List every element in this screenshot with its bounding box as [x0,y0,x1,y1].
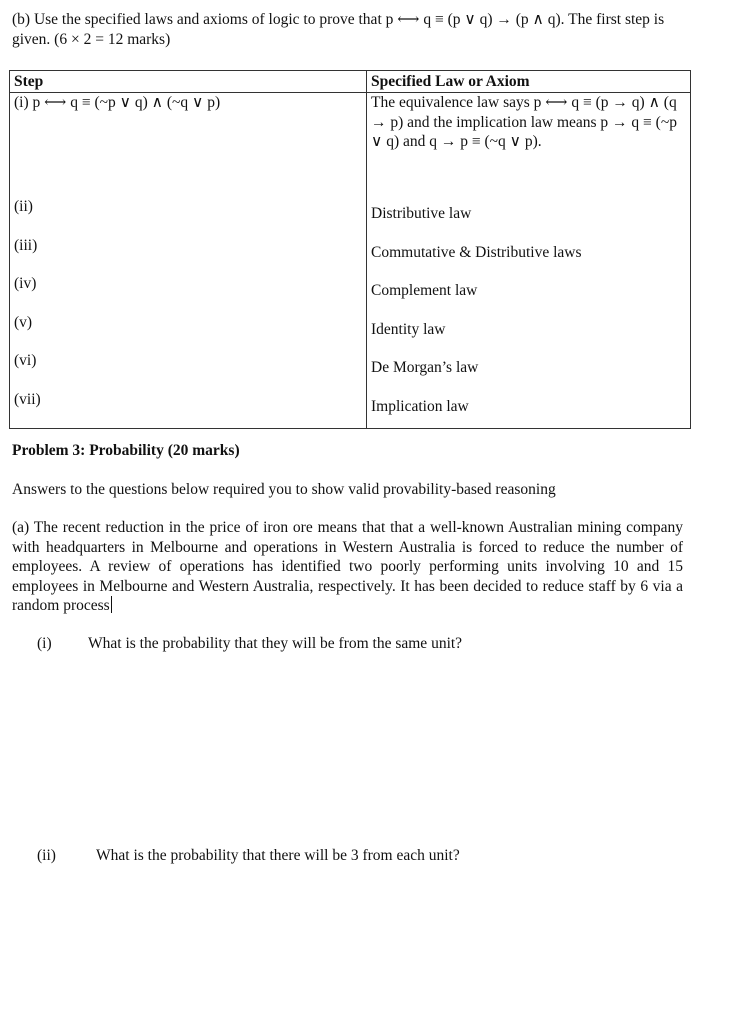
question-ii-text: What is the probability that there will be 3 from each unit? [96,847,460,864]
part-b-intro: (b) Use the specified laws and axioms of logic to prove that p ⟷ q ≡ (p ∨ q) → (p ∧ q). The first step is given. (6 × 2 = 12 marks) [12,11,665,48]
part-a-body: (a) The recent reduction in the price of iron ore means that that a well-known Australian mining company with headquarters in Melbourne and operations in Western Australia is forced to reduce the number of employees. A review of operations has identified two poorly performing units involving 10 and 15 employees in Melbourne and Western Australia, respectively. It has been decided to reduce staff by 6 via a random process [12,519,683,614]
table-row [10,351,691,390]
law-column-header: Specified Law or Axiom [367,71,691,93]
problem3-instructions: Answers to the questions below required you to show valid provability-based reasoning [12,481,556,498]
law-cell: The equivalence law says p ⟷ q ≡ (p → q) ∧ (q → p) and the implication law means p → q ≡ (~p ∨ q) and q → p ≡ (~q ∨ p). [367,93,691,198]
step-cell: (vi) [14,352,37,369]
table-row [10,93,691,198]
question-ii-label: (ii) [37,847,56,864]
table-row [10,274,691,313]
step-cell: (iv) [14,275,37,292]
step-cell: (vii) [14,390,41,408]
question-i-text: What is the probability that they will be from the same unit? [88,635,463,652]
step-column-header: Step [10,71,367,93]
text-caret [111,596,112,613]
table-header-row [10,71,691,93]
law-cell: De Morgan’s law [371,359,479,376]
step-cell: (ii) [14,198,33,215]
proof-table [9,70,691,429]
table-row [10,390,691,429]
law-cell: Distributive law [371,205,472,222]
table-row [10,236,691,275]
problem3-heading: Problem 3: Probability (20 marks) [12,442,240,459]
law-cell: Complement law [371,282,478,299]
step-cell: (iii) [14,236,38,254]
step-cell: (i) p ⟷ q ≡ (~p ∨ q) ∧ (~q ∨ p) [10,93,367,198]
table-row [10,313,691,352]
step-cell: (v) [14,313,33,331]
problem3-part-a-text[interactable] [12,518,683,616]
question-i-label: (i) [37,635,52,652]
law-cell: Implication law [371,397,469,415]
law-cell: Identity law [371,320,446,338]
law-cell: Commutative & Distributive laws [371,243,582,261]
table-row [10,197,691,236]
